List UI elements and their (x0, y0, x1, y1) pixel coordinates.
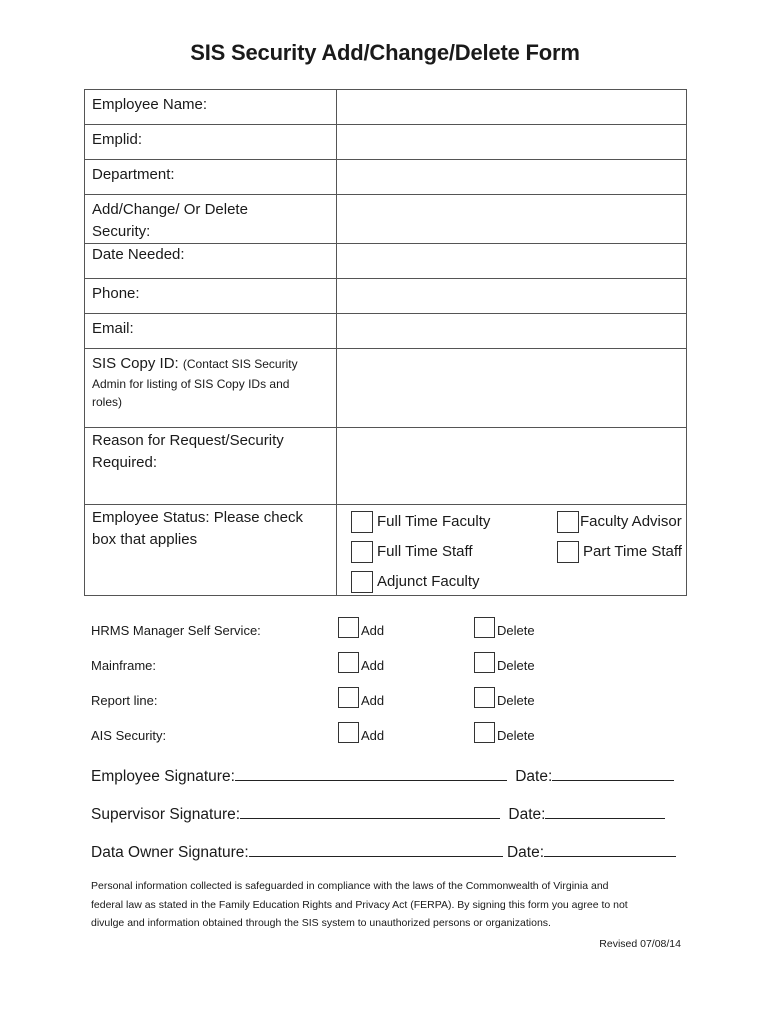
employee-status-options (337, 505, 687, 596)
add-label: Add (361, 728, 385, 743)
reason-line2: Required: (92, 454, 158, 471)
delete-label: Delete (497, 658, 535, 673)
reason-field[interactable] (337, 428, 687, 505)
system-row-hrms (91, 617, 691, 643)
add-label: Add (361, 693, 385, 708)
option-part-time-staff[interactable] (557, 541, 682, 563)
option-adjunct-faculty[interactable] (351, 571, 480, 593)
privacy-notice-line1: Personal information collected is safeguarded in compliance with the laws of the Commonwealth of Virginia and (91, 880, 609, 892)
system-row-mainframe (91, 652, 691, 678)
checkbox-icon[interactable] (474, 687, 495, 708)
email-field[interactable] (337, 314, 687, 349)
employee-name-field[interactable] (337, 90, 687, 125)
add-label: Add (361, 658, 385, 673)
delete-label: Delete (497, 623, 535, 638)
add-option[interactable] (338, 617, 384, 638)
add-change-delete-field[interactable] (337, 195, 687, 244)
add-label: Add (361, 623, 385, 638)
date-label: Date: (508, 806, 546, 823)
system-label: AIS Security: (91, 728, 167, 743)
delete-label: Delete (497, 693, 535, 708)
option-faculty-advisor[interactable] (557, 511, 682, 533)
sis-copy-id-note-2: Admin for listing of SIS Copy IDs and (92, 377, 290, 391)
data-owner-signature-line[interactable] (249, 842, 503, 857)
delete-label: Delete (497, 728, 535, 743)
department-label: Department: (85, 160, 337, 195)
privacy-notice-line2: federal law as stated in the Family Education Rights and Privacy Act (FERPA). By signing this form you agree to not (91, 898, 628, 911)
supervisor-signature-row (91, 804, 691, 824)
add-option[interactable] (338, 722, 384, 743)
add-change-delete-label (85, 195, 337, 244)
email-label: Email: (85, 314, 337, 349)
employee-signature-label: Employee Signature: (91, 768, 235, 785)
delete-option[interactable] (474, 652, 535, 673)
checkbox-icon[interactable] (338, 687, 359, 708)
system-row-ais-security (91, 722, 691, 748)
option-label: Full Time Staff (377, 543, 473, 560)
checkbox-icon[interactable] (338, 722, 359, 743)
sis-copy-id-field[interactable] (337, 349, 687, 428)
revision-date: Revised 07/08/14 (599, 938, 681, 950)
option-full-time-staff[interactable] (351, 541, 473, 563)
employee-status-line2: box that applies (92, 531, 198, 548)
system-row-report-line (91, 687, 691, 713)
privacy-notice (91, 877, 681, 933)
employee-name-label: Employee Name: (85, 90, 337, 125)
checkbox-icon[interactable] (557, 511, 579, 533)
date-needed-field[interactable] (337, 244, 687, 279)
employee-signature-row (91, 766, 691, 786)
phone-label: Phone: (85, 279, 337, 314)
system-label: HRMS Manager Self Service: (91, 623, 261, 638)
delete-option[interactable] (474, 687, 535, 708)
emplid-label: Emplid: (85, 125, 337, 160)
date-label: Date: (515, 768, 553, 785)
add-option[interactable] (338, 687, 384, 708)
reason-label (85, 428, 337, 505)
option-label: Part Time Staff (583, 543, 682, 560)
data-owner-date-line[interactable] (544, 842, 676, 857)
delete-option[interactable] (474, 722, 535, 743)
phone-field[interactable] (337, 279, 687, 314)
delete-option[interactable] (474, 617, 535, 638)
checkbox-icon[interactable] (557, 541, 579, 563)
add-change-delete-line2: Security: (92, 223, 151, 240)
checkbox-icon[interactable] (351, 541, 373, 563)
checkbox-icon[interactable] (474, 617, 495, 638)
employee-signature-line[interactable] (235, 766, 507, 781)
form-title: SIS Security Add/Change/Delete Form (190, 40, 580, 65)
add-change-delete-line1: Add/Change/ Or Delete (92, 201, 248, 218)
employee-info-table (84, 89, 687, 596)
system-label: Report line: (91, 693, 158, 708)
date-needed-label: Date Needed: (85, 244, 337, 279)
checkbox-icon[interactable] (474, 722, 495, 743)
checkbox-icon[interactable] (474, 652, 495, 673)
employee-date-line[interactable] (552, 766, 674, 781)
reason-line1: Reason for Request/Security (92, 432, 284, 449)
date-label: Date: (506, 844, 545, 861)
employee-status-line1: Employee Status: Please check (92, 509, 303, 526)
privacy-notice-line3: divulge and information obtained through the SIS system to unauthorized persons or organizations. (91, 917, 551, 929)
sis-copy-id-label (85, 349, 337, 428)
emplid-field[interactable] (337, 125, 687, 160)
employee-status-label (85, 505, 337, 596)
supervisor-signature-line[interactable] (240, 804, 500, 819)
option-full-time-faculty[interactable] (351, 511, 490, 533)
supervisor-signature-label: Supervisor Signature: (91, 806, 241, 823)
data-owner-signature-label: Data Owner Signature: (91, 844, 249, 861)
system-label: Mainframe: (91, 658, 157, 673)
sis-copy-id-note-1: (Contact SIS Security (182, 357, 298, 371)
option-label: Adjunct Faculty (377, 573, 480, 590)
data-owner-signature-row (91, 842, 691, 862)
checkbox-icon[interactable] (351, 511, 373, 533)
sis-copy-id-title: SIS Copy ID: (92, 355, 179, 372)
supervisor-date-line[interactable] (545, 804, 665, 819)
add-option[interactable] (338, 652, 384, 673)
department-field[interactable] (337, 160, 687, 195)
option-label: Faculty Advisor (580, 513, 682, 530)
checkbox-icon[interactable] (338, 617, 359, 638)
option-label: Full Time Faculty (377, 513, 491, 530)
checkbox-icon[interactable] (351, 571, 373, 593)
sis-copy-id-note-3: roles) (92, 395, 123, 409)
checkbox-icon[interactable] (338, 652, 359, 673)
